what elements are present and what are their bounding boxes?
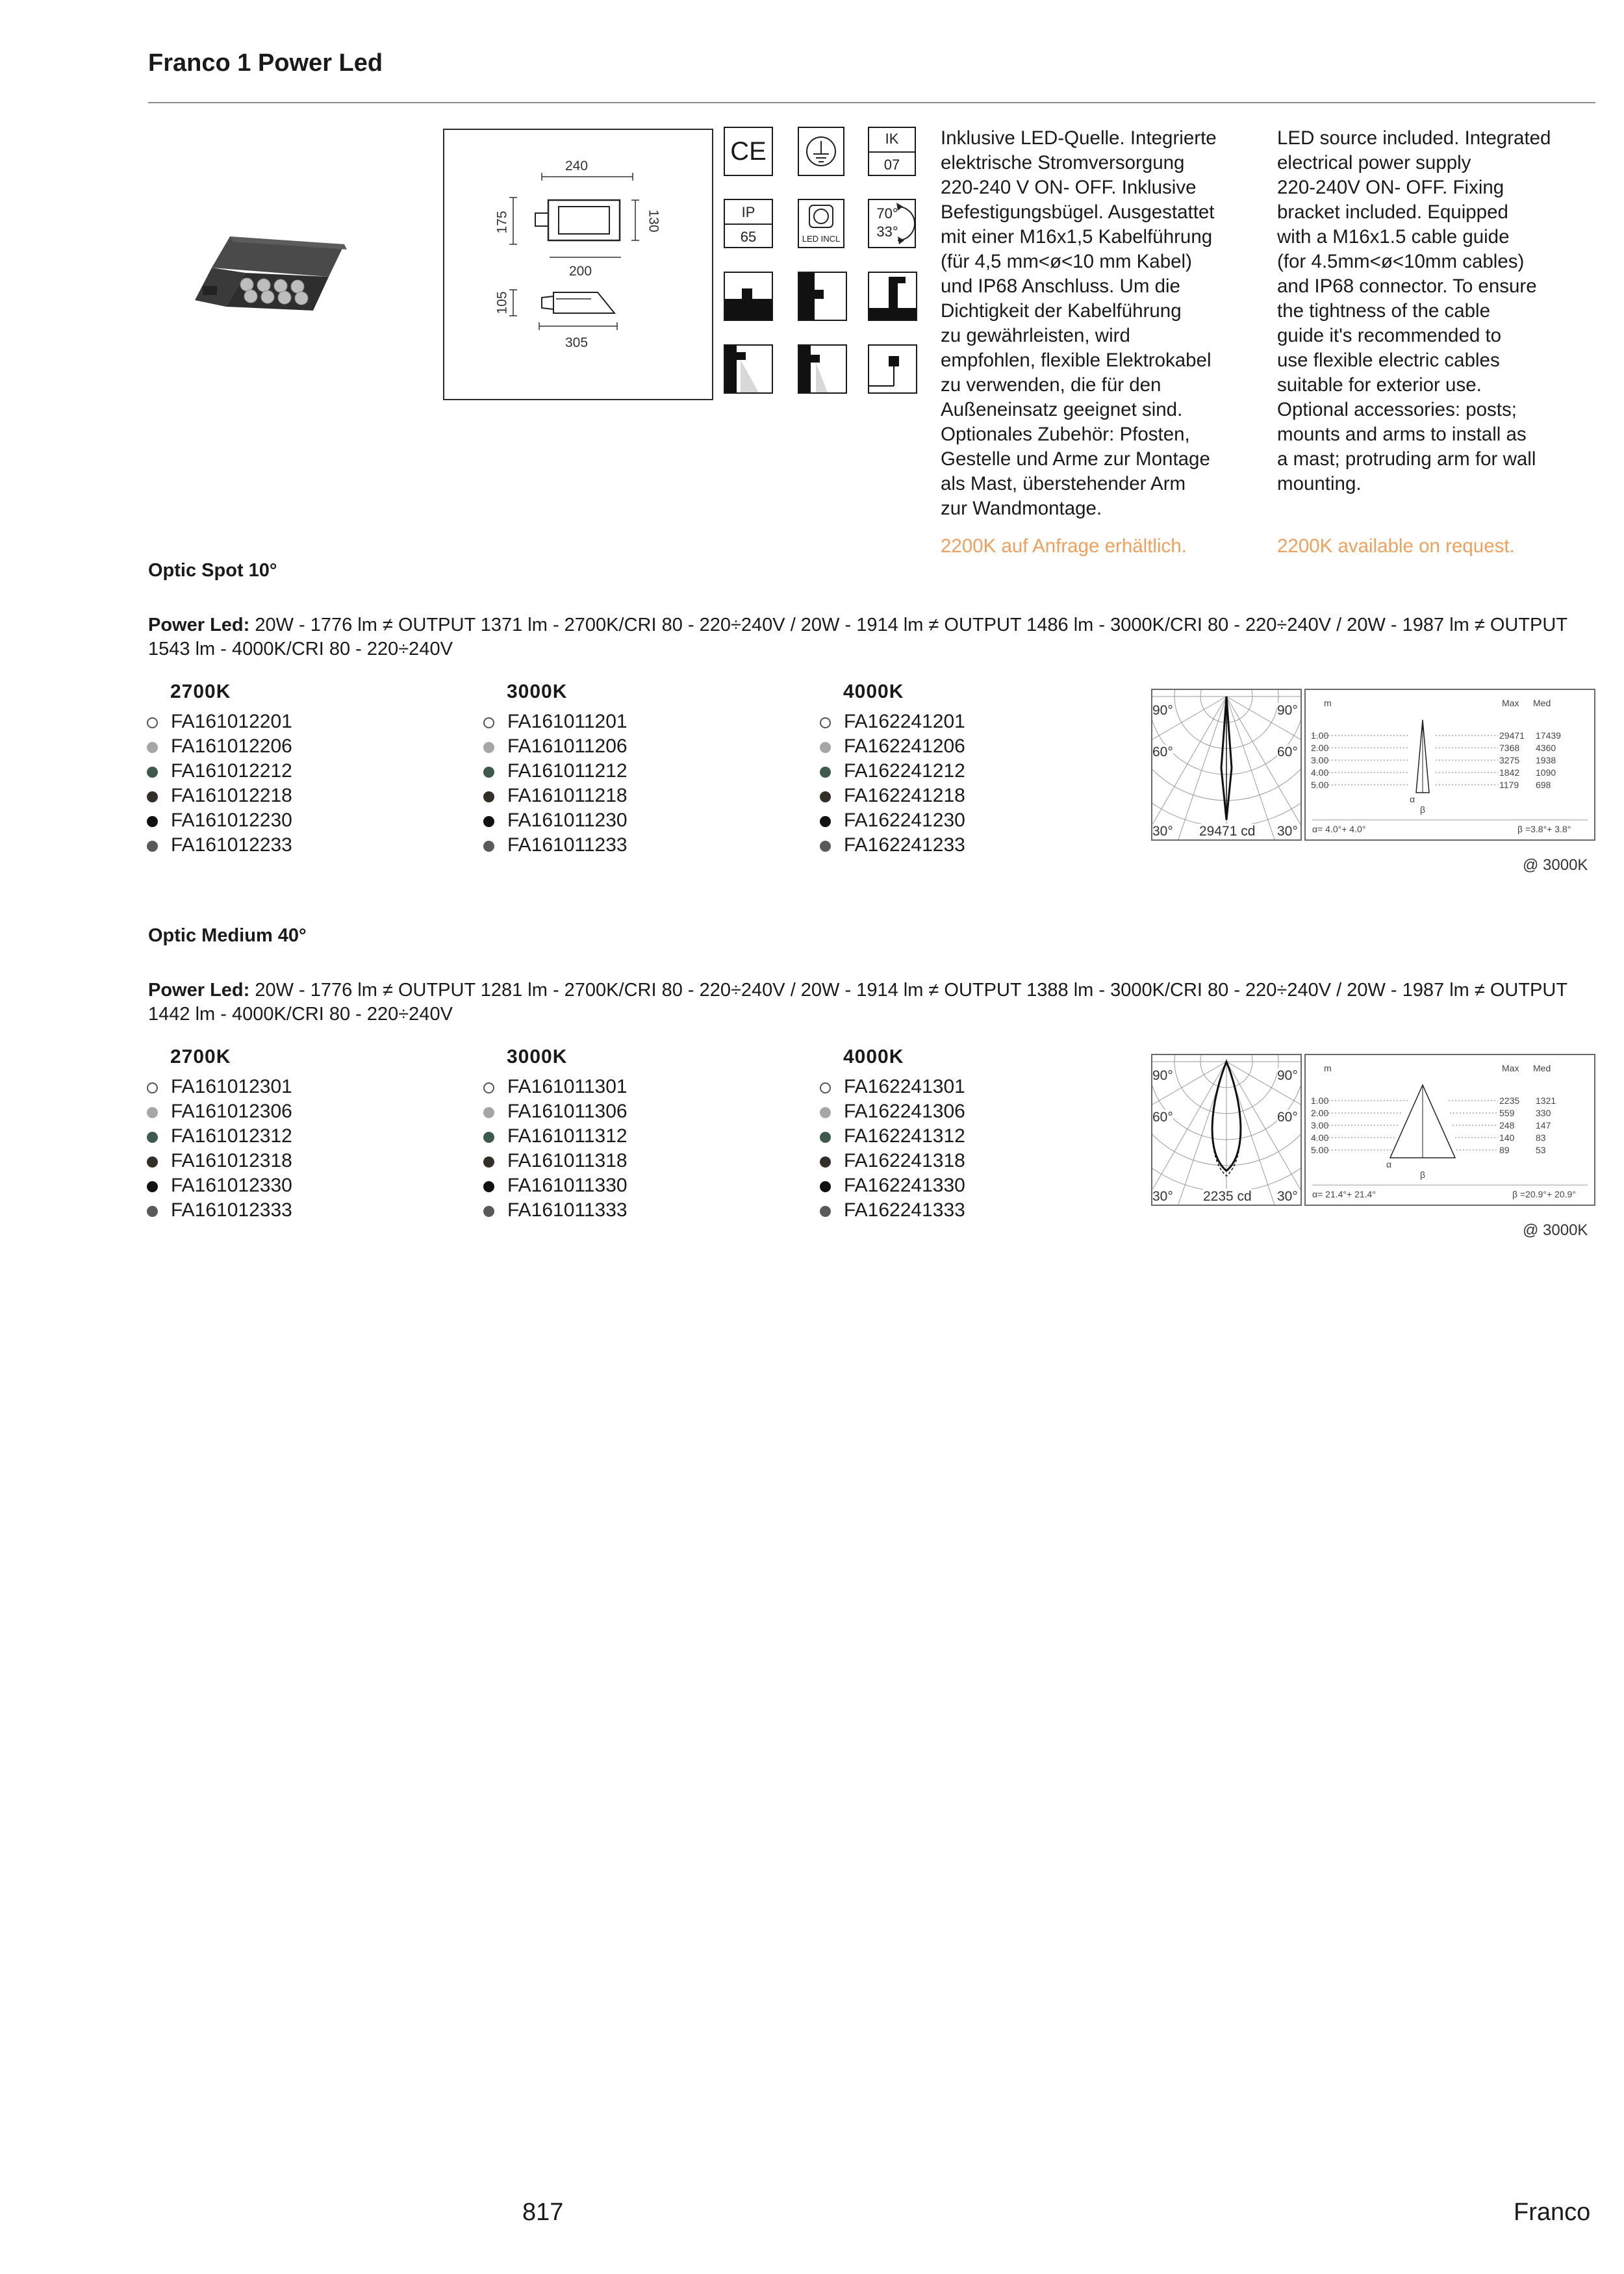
list-item: FA161012312: [147, 1124, 292, 1149]
list-item: FA161012318: [147, 1149, 292, 1173]
list-item: FA161011306: [483, 1099, 628, 1124]
class-1-earth-icon: [798, 127, 844, 176]
color-swatch-anthracite: [483, 841, 494, 852]
code-list-2700k: [147, 709, 292, 858]
color-swatch-anthracite: [483, 1206, 494, 1217]
color-swatch-anthracite: [820, 841, 831, 852]
list-item: FA161012301: [147, 1075, 292, 1099]
color-swatch-brown: [820, 791, 831, 802]
list-item: FA162241218: [820, 784, 965, 808]
polar-diagram: 90° 90° 60° 60° 30° 30° 29471 cd: [1151, 689, 1302, 841]
beam-table: m Max Med 1.00 29471 17439 2.00 7368 4360 3.00 3275 1938 4.00 1842 1090 5.00 1179 698 α β α= 4.0°+ 4.0° β =3.8°+ 3.8°: [1304, 689, 1595, 841]
power-led-specs: Power Led: 20W - 1776 lm ≠ OUTPUT 1281 lm - 2700K/CRI 80 - 220÷240V / 20W - 1914 lm ≠ OUTPUT 1388 lm - 3000K/CRI 80 - 220÷240V / 20W - 1987 lm ≠ OUTPUT 1442 lm - 4000K/CRI 80 - 220÷240V: [148, 980, 1567, 1025]
tilt-angle-icon: 70° 33°: [868, 199, 916, 248]
color-swatch-white: [147, 1082, 158, 1093]
dim-height-left: 175: [494, 211, 510, 234]
technical-drawing: [443, 129, 713, 400]
beta-angle: β =3.8°+ 3.8°: [1517, 824, 1571, 834]
color-swatch-black: [483, 816, 494, 827]
list-item: FA161012201: [147, 709, 292, 734]
note-2200k-english: 2200K available on request.: [1277, 535, 1515, 557]
list-item: FA161011230: [483, 808, 628, 833]
color-swatch-white: [483, 1082, 494, 1093]
product-image: [183, 227, 352, 318]
installation-wall-down-icon: [724, 344, 773, 394]
color-swatch-anthracite: [147, 1206, 158, 1217]
dim-side-width: 305: [565, 335, 589, 350]
color-swatch-white: [820, 1082, 831, 1093]
color-swatch-black: [483, 1181, 494, 1192]
color-swatch-grey: [147, 742, 158, 753]
color-swatch-black: [147, 1181, 158, 1192]
list-item: FA161011233: [483, 833, 628, 858]
list-item: FA161011318: [483, 1149, 628, 1173]
list-item: FA162241233: [820, 833, 965, 858]
polar-diagram: 90° 90° 60° 60° 30° 30° 2235 cd: [1151, 1054, 1302, 1206]
installation-post-icon: [868, 272, 917, 321]
list-item: FA162241301: [820, 1075, 965, 1099]
candela-value: 29471 cd: [1199, 824, 1256, 839]
list-item: FA161011206: [483, 734, 628, 759]
color-swatch-dark-green: [483, 1132, 494, 1143]
measure-reference: @ 3000K: [1523, 1221, 1588, 1239]
list-item: FA162241306: [820, 1099, 965, 1124]
page-title: Franco 1 Power Led: [148, 49, 383, 77]
section-title: Optic Medium 40°: [148, 925, 307, 946]
measure-reference: @ 3000K: [1523, 856, 1588, 874]
installation-corner-icon: [868, 344, 917, 394]
list-item: FA161012218: [147, 784, 292, 808]
color-swatch-black: [147, 816, 158, 827]
color-swatch-dark-green: [820, 767, 831, 778]
list-item: FA161012206: [147, 734, 292, 759]
header-divider: [148, 102, 1595, 103]
list-item: FA161011218: [483, 784, 628, 808]
list-item: FA161011333: [483, 1198, 628, 1223]
ip-rating-icon: IP 65: [724, 199, 773, 248]
led-included-icon: LED INCL: [798, 199, 844, 248]
column-header-2700k: 2700K: [170, 1046, 231, 1067]
list-item: FA161011201: [483, 709, 628, 734]
list-item: FA161012212: [147, 759, 292, 784]
code-list-2700k: [147, 1075, 292, 1223]
list-item: FA161011212: [483, 759, 628, 784]
dim-width-top: 240: [565, 159, 589, 173]
color-swatch-grey: [820, 742, 831, 753]
color-swatch-anthracite: [147, 841, 158, 852]
installation-wall-spot-icon: [798, 344, 847, 394]
color-swatch-white: [147, 717, 158, 728]
color-swatch-brown: [147, 1156, 158, 1168]
column-header-2700k: 2700K: [170, 681, 231, 702]
list-item: FA161012230: [147, 808, 292, 833]
section-title: Optic Spot 10°: [148, 560, 277, 581]
description-german: Inklusive LED-Quelle. Integrierte elektrische Stromversorgung 220-240 V ON- OFF. Inklusive Befestigungsbügel. Ausgestattet mit einer M16x1,5 Kabelführung (für 4,5 mm<ø<10 mm Kabel) und IP68 Anschluss. Um die Dichtigkeit der Kabelführung zu gewährleisten, wird empfohlen, flexible Elektrokabel zu verwenden, die für den Außeneinsatz geeignet sind. Optionales Zubehör: Pfosten, Gestelle und Arme zur Montage als Mast, überstehender Arm zur Wandmontage.: [941, 127, 1217, 519]
dim-side-height: 105: [494, 291, 510, 314]
beta-angle: β =20.9°+ 20.9°: [1512, 1189, 1576, 1199]
description-english: LED source included. Integrated electrical power supply 220-240V ON- OFF. Fixing bracket included. Equipped with a M16x1.5 cable guide (for 4.5mm<ø<10mm cables) and IP68 connector. To ensure the tightness of the cable guide it's recommended to use flexible electric cables suitable for exterior use. Optional accessories: posts; mounts and arms to install as a mast; protruding arm for wall mounting.: [1277, 127, 1551, 494]
color-swatch-grey: [483, 742, 494, 753]
list-item: FA162241318: [820, 1149, 965, 1173]
color-swatch-white: [483, 717, 494, 728]
alpha-angle: α= 21.4°+ 21.4°: [1312, 1189, 1376, 1199]
color-swatch-dark-green: [820, 1132, 831, 1143]
note-2200k-german: 2200K auf Anfrage erhältlich.: [941, 535, 1187, 557]
installation-ground-icon: [724, 272, 773, 321]
code-list-3000k: [483, 709, 628, 858]
footer-product-family: Franco: [1514, 2199, 1591, 2226]
column-header-3000k: 3000K: [507, 1046, 568, 1067]
list-item: FA161012306: [147, 1099, 292, 1124]
color-swatch-brown: [820, 1156, 831, 1168]
code-list-4000k: [820, 1075, 965, 1223]
list-item: FA162241312: [820, 1124, 965, 1149]
color-swatch-brown: [147, 791, 158, 802]
column-header-4000k: 4000K: [843, 1046, 904, 1067]
power-led-specs: Power Led: 20W - 1776 lm ≠ OUTPUT 1371 lm - 2700K/CRI 80 - 220÷240V / 20W - 1914 lm ≠ OUTPUT 1486 lm - 3000K/CRI 80 - 220÷240V / 20W - 1987 lm ≠ OUTPUT 1543 lm - 4000K/CRI 80 - 220÷240V: [148, 615, 1567, 659]
column-header-3000k: 3000K: [507, 681, 568, 702]
list-item: FA162241201: [820, 709, 965, 734]
code-list-4000k: [820, 709, 965, 858]
beam-table: m Max Med 1.00 2235 1321 2.00 559 330 3.00 248 147 4.00 140 83 5.00 89 53 α β α= 21.4°+ 21.4° β =20.9°+ 20.9°: [1304, 1054, 1595, 1206]
ce-mark-icon: CE: [724, 127, 773, 176]
color-swatch-anthracite: [820, 1206, 831, 1217]
list-item: FA161011301: [483, 1075, 628, 1099]
color-swatch-grey: [820, 1107, 831, 1118]
color-swatch-dark-green: [147, 767, 158, 778]
list-item: FA162241230: [820, 808, 965, 833]
list-item: FA162241206: [820, 734, 965, 759]
color-swatch-grey: [147, 1107, 158, 1118]
color-swatch-black: [820, 1181, 831, 1192]
color-swatch-dark-green: [483, 767, 494, 778]
installation-wall-icon: [798, 272, 847, 321]
color-swatch-brown: [483, 791, 494, 802]
color-swatch-dark-green: [147, 1132, 158, 1143]
list-item: FA162241212: [820, 759, 965, 784]
list-item: FA162241330: [820, 1173, 965, 1198]
list-item: FA161012233: [147, 833, 292, 858]
list-item: FA161012330: [147, 1173, 292, 1198]
candela-value: 2235 cd: [1203, 1189, 1252, 1204]
page-number: 817: [522, 2199, 564, 2226]
column-header-4000k: 4000K: [843, 681, 904, 702]
color-swatch-white: [820, 717, 831, 728]
dim-width-bottom: 200: [569, 264, 592, 279]
list-item: FA162241333: [820, 1198, 965, 1223]
ik-rating-icon: IK 07: [868, 127, 916, 176]
color-swatch-brown: [483, 1156, 494, 1168]
dim-height-right: 130: [646, 209, 661, 233]
list-item: FA161011312: [483, 1124, 628, 1149]
list-item: FA161012333: [147, 1198, 292, 1223]
list-item: FA161011330: [483, 1173, 628, 1198]
color-swatch-black: [820, 816, 831, 827]
alpha-angle: α= 4.0°+ 4.0°: [1312, 824, 1366, 834]
code-list-3000k: [483, 1075, 628, 1223]
color-swatch-grey: [483, 1107, 494, 1118]
